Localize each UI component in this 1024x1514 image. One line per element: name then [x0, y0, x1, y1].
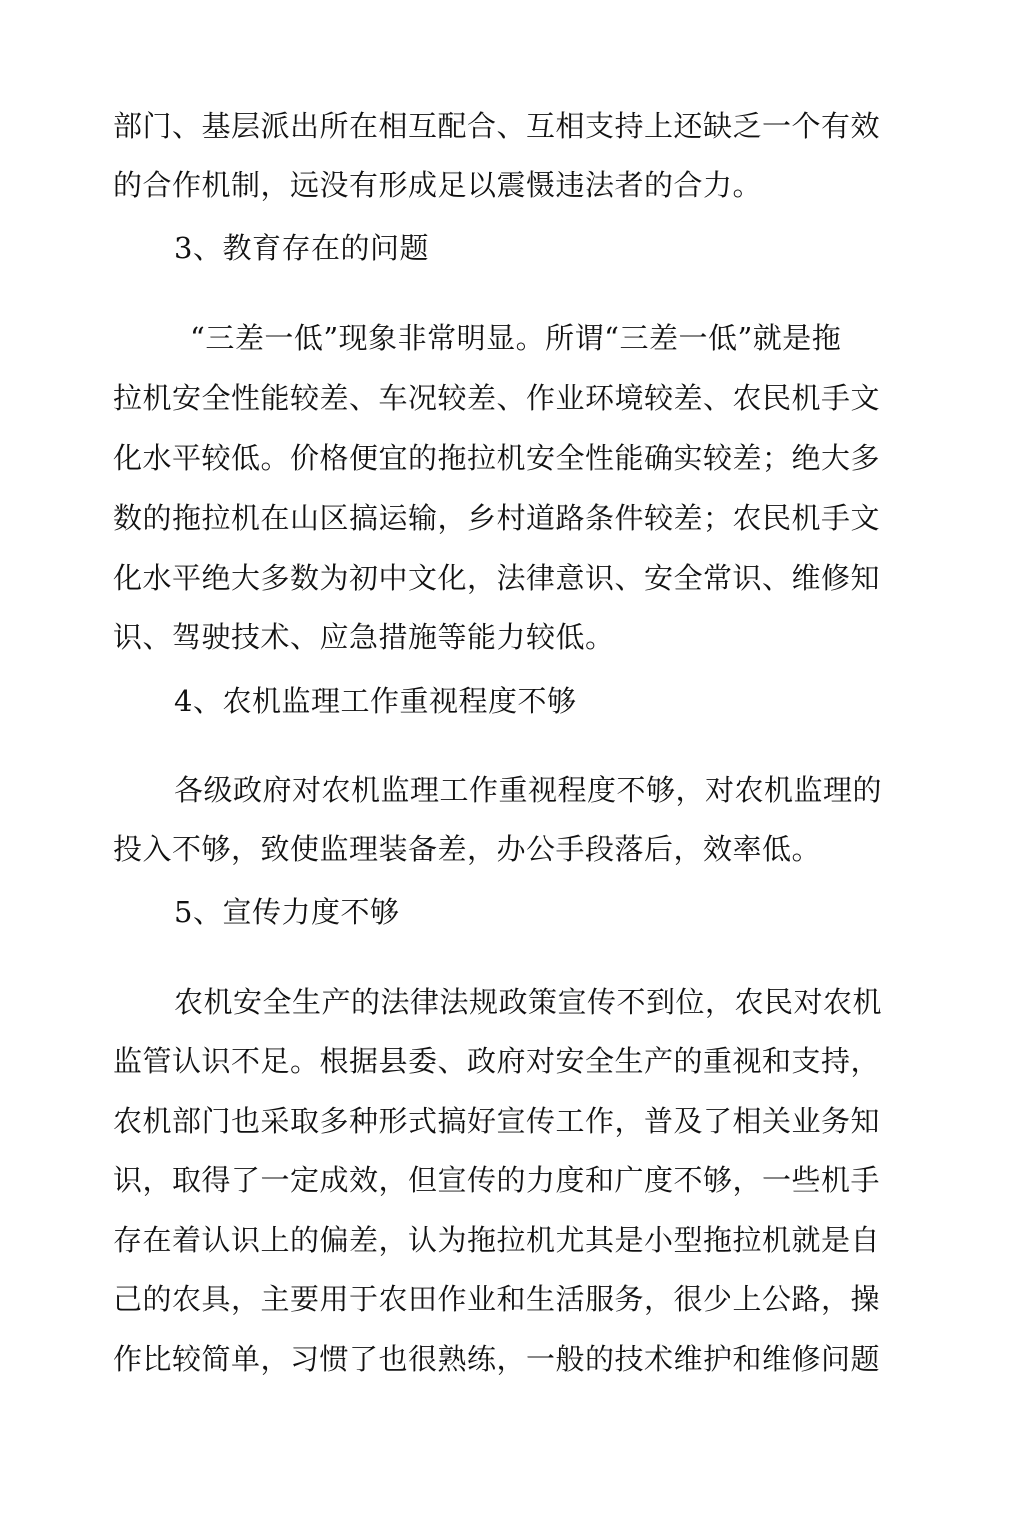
paragraph-line: 化水平较低。价格便宜的拖拉机安全性能确实较差；绝大多: [113, 441, 881, 475]
paragraph-line: 识、驾驶技术、应急措施等能力较低。: [113, 620, 615, 654]
paragraph-line: 监管认识不足。根据县委、政府对安全生产的重视和支持，: [113, 1044, 881, 1078]
paragraph-line: 拉机安全性能较差、车况较差、作业环境较差、农民机手文: [113, 381, 881, 415]
paragraph-line: 各级政府对农机监理工作重视程度不够，对农机监理的: [174, 773, 883, 807]
paragraph-line: 化水平绝大多数为初中文化，法律意识、安全常识、维修知: [113, 561, 881, 595]
paragraph-line: 作比较简单，习惯了也很熟练，一般的技术维护和维修问题: [113, 1342, 881, 1376]
section-heading: 3、教育存在的问题: [174, 231, 429, 265]
paragraph-line: 存在着认识上的偏差，认为拖拉机尤其是小型拖拉机就是自: [113, 1223, 881, 1257]
section-heading: 5、宣传力度不够: [174, 895, 400, 929]
paragraph-line: “三差一低”现象非常明显。所谓“三差一低”就是拖: [190, 321, 842, 355]
paragraph-line: 农机部门也采取多种形式搞好宣传工作，普及了相关业务知: [113, 1104, 881, 1138]
section-heading: 4、农机监理工作重视程度不够: [174, 684, 577, 718]
paragraph-line: 投入不够，致使监理装备差，办公手段落后，效率低。: [113, 832, 822, 866]
paragraph-line: 部门、基层派出所在相互配合、互相支持上还缺乏一个有效: [113, 109, 881, 143]
paragraph-line: 的合作机制，远没有形成足以震慑违法者的合力。: [113, 168, 763, 202]
paragraph-line: 数的拖拉机在山区搞运输，乡村道路条件较差；农民机手文: [113, 501, 881, 535]
paragraph-line: 农机安全生产的法律法规政策宣传不到位，农民对农机: [174, 985, 883, 1019]
paragraph-line: 己的农具，主要用于农田作业和生活服务，很少上公路，操: [113, 1282, 881, 1316]
paragraph-line: 识，取得了一定成效，但宣传的力度和广度不够，一些机手: [113, 1163, 881, 1197]
